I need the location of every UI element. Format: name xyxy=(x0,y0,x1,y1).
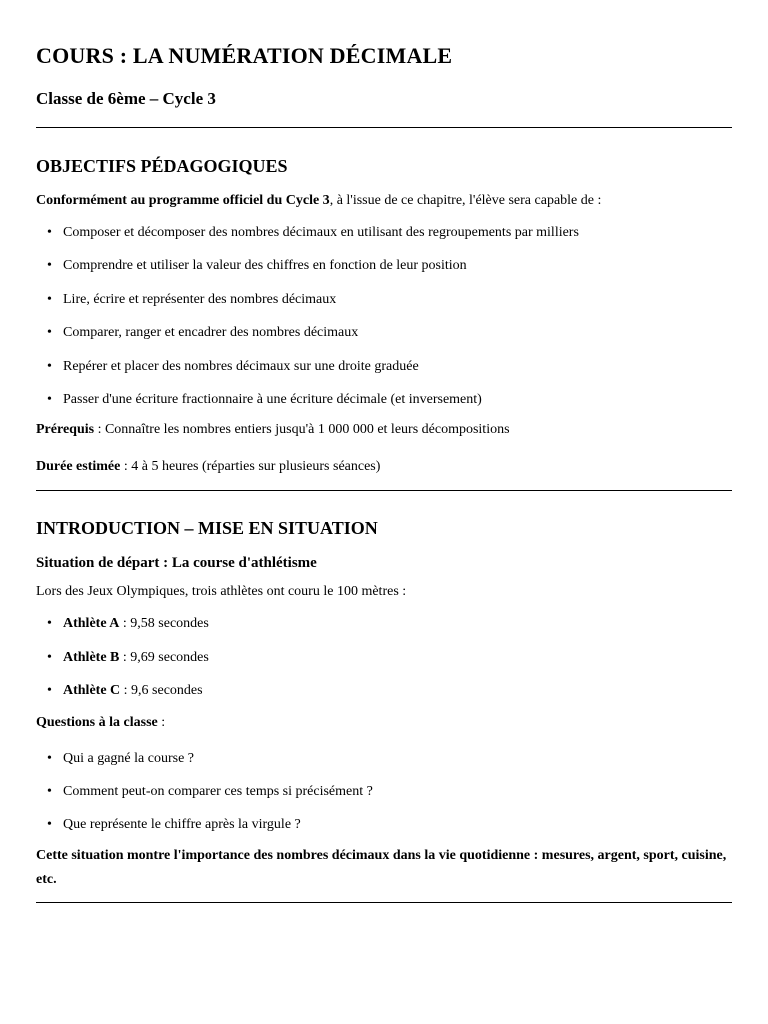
section-title-objectifs: OBJECTIFS PÉDAGOGIQUES xyxy=(36,156,288,176)
section-objectifs xyxy=(36,154,732,478)
list-item xyxy=(47,256,732,276)
bullet-icon: • xyxy=(47,683,52,699)
prerequis-text: : Connaître les nombres entiers jusqu'à 1 000 000 et leurs décompositions xyxy=(94,422,510,438)
list-item xyxy=(47,749,732,769)
bullet-icon: • xyxy=(47,291,52,307)
list-item xyxy=(47,815,732,835)
list-item xyxy=(47,223,732,243)
list-item-text: Comprendre et utiliser la valeur des chiffres en fonction de leur position xyxy=(63,258,467,274)
athlete-name: Athlète B xyxy=(63,649,120,665)
list-item-text: Qui a gagné la course ? xyxy=(63,750,194,766)
situation-text: Lors des Jeux Olympiques, trois athlètes ont couru le 100 mètres : xyxy=(36,584,407,600)
bullet-icon: • xyxy=(47,649,52,665)
section-divider xyxy=(36,902,732,903)
bullet-icon: • xyxy=(47,258,52,274)
section-divider xyxy=(36,127,732,128)
objectifs-list xyxy=(36,223,732,410)
bullet-icon: • xyxy=(47,750,52,766)
list-item xyxy=(47,290,732,310)
objectifs-intro xyxy=(36,190,732,212)
duree-label: Durée estimée xyxy=(36,459,121,475)
athlete-name: Athlète C xyxy=(63,683,121,699)
page-title: COURS : LA NUMÉRATION DÉCIMALE xyxy=(36,43,453,68)
bullet-icon: • xyxy=(47,817,52,833)
page-subtitle: Classe de 6ème – Cycle 3 xyxy=(36,89,216,108)
list-item xyxy=(47,782,732,802)
section-title-introduction: INTRODUCTION – MISE EN SITUATION xyxy=(36,518,378,539)
situation-title: Situation de départ : La course d'athlétisme xyxy=(36,555,317,572)
bullet-icon: • xyxy=(47,783,52,799)
list-item-text: Lire, écrire et représenter des nombres décimaux xyxy=(63,291,337,307)
list-item-text: Que représente le chiffre après la virgule ? xyxy=(63,817,301,833)
duree-line xyxy=(36,456,732,478)
prerequis-line xyxy=(36,419,732,441)
objectifs-intro-rest: , à l'issue de ce chapitre, l'élève sera capable de : xyxy=(329,193,602,208)
list-item-text: Repérer et placer des nombres décimaux sur une droite graduée xyxy=(63,358,419,374)
prerequis-label: Prérequis xyxy=(36,422,95,438)
bullet-icon: • xyxy=(47,616,52,632)
bullet-icon: • xyxy=(47,225,52,240)
questions-line xyxy=(36,712,732,734)
list-item xyxy=(47,323,732,343)
athlete-time: : 9,6 secondes xyxy=(120,683,203,699)
duree-text: : 4 à 5 heures (réparties sur plusieurs séances) xyxy=(120,459,381,475)
athletes-list xyxy=(36,614,732,701)
conclusion-text: Cette situation montre l'importance des nombres décimaux dans la vie quotidienne : mesures, argent, sport, cuisine, etc. xyxy=(36,847,727,887)
questions-label: Questions à la classe xyxy=(36,714,158,730)
athlete-time: : 9,58 secondes xyxy=(119,616,209,632)
list-item-text: Passer d'une écriture fractionnaire à une écriture décimale (et inversement) xyxy=(63,391,482,407)
list-item xyxy=(47,614,732,634)
bullet-icon: • xyxy=(47,391,52,407)
list-item xyxy=(47,357,732,377)
list-item-text: Composer et décomposer des nombres décimaux en utilisant des regroupements par milliers xyxy=(63,225,579,240)
section-divider xyxy=(36,490,732,491)
objectifs-intro-bold: Conformément au programme officiel du Cycle 3 xyxy=(36,193,330,208)
athlete-time: : 9,69 secondes xyxy=(119,649,209,665)
list-item xyxy=(47,390,732,410)
list-item xyxy=(47,681,732,701)
athlete-name: Athlète A xyxy=(63,616,120,632)
list-item-text: Comment peut-on comparer ces temps si précisément ? xyxy=(63,783,373,799)
list-item xyxy=(47,648,732,668)
questions-list xyxy=(36,749,732,836)
bullet-icon: • xyxy=(47,325,52,341)
bullet-icon: • xyxy=(47,358,52,374)
section-introduction xyxy=(36,516,732,891)
questions-suffix: : xyxy=(157,714,166,730)
list-item-text: Comparer, ranger et encadrer des nombres décimaux xyxy=(63,325,359,341)
